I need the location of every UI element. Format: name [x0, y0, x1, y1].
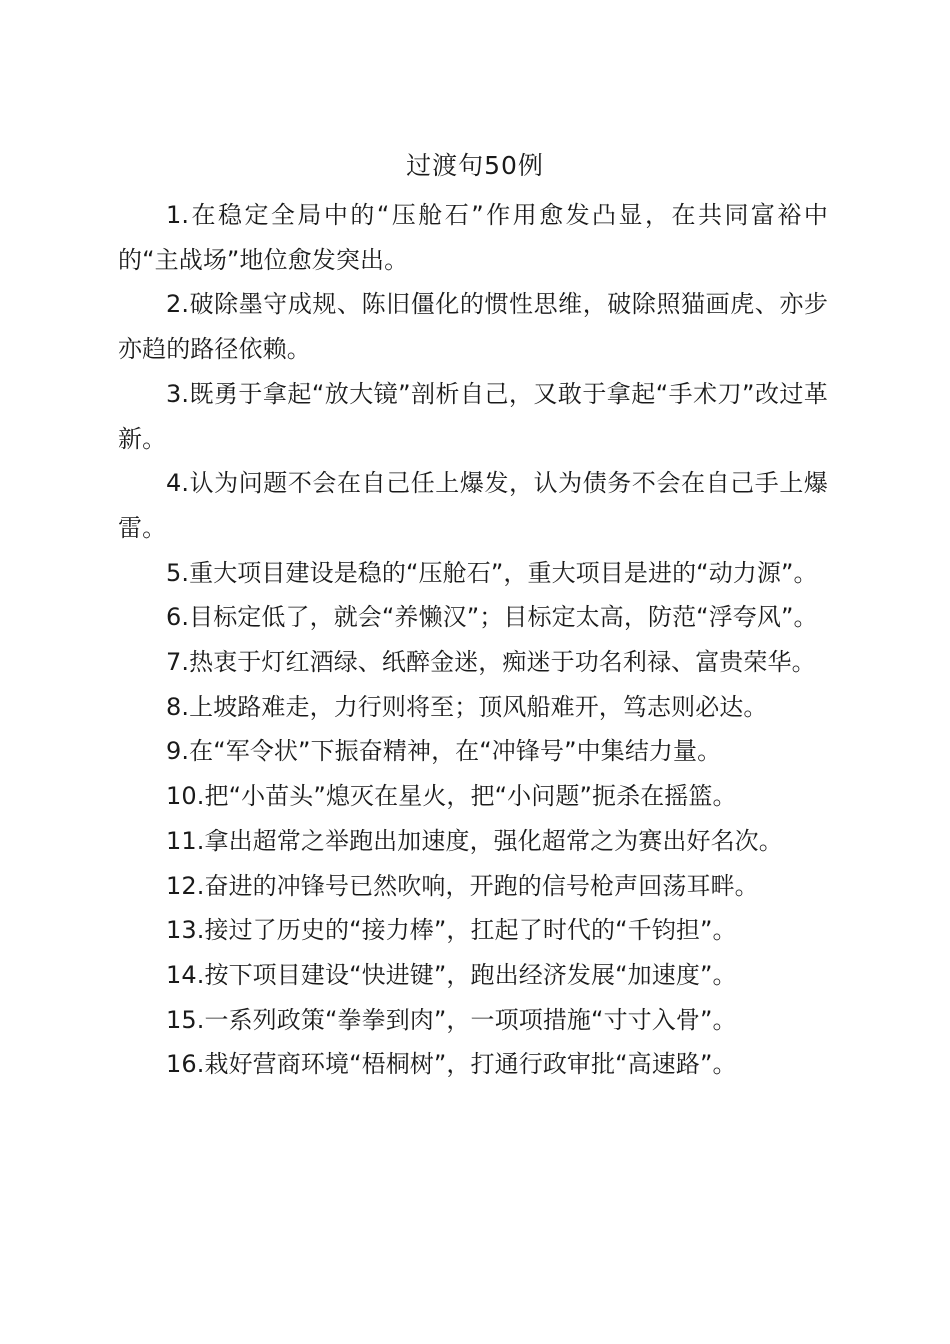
- paragraph-11: 11.拿出超常之举跑出加速度，强化超常之为赛出好名次。: [166, 826, 783, 855]
- document-body: [118, 193, 828, 1087]
- paragraph-10: 10.把“小苗头”熄灭在星火，把“小问题”扼杀在摇篮。: [166, 782, 737, 811]
- paragraph-16: 16.栽好营商环境“梧桐树”，打通行政审批“高速路”。: [166, 1050, 737, 1079]
- paragraph-1: 1.在稳定全局中的“压舱石”作用愈发凸显，在共同富裕中的“主战场”地位愈发突出。: [118, 201, 828, 274]
- document-title: 过渡句50例: [406, 151, 544, 180]
- paragraph-13: 13.接过了历史的“接力棒”，扛起了时代的“千钧担”。: [166, 916, 737, 945]
- paragraph-2: 2.破除墨守成规、陈旧僵化的惯性思维，破除照猫画虎、亦步亦趋的路径依赖。: [118, 290, 828, 364]
- paragraph-14: 14.按下项目建设“快进键”，跑出经济发展“加速度”。: [166, 960, 737, 989]
- paragraph-7: 7.热衷于灯红酒绿、纸醉金迷，痴迷于功名利禄、富贵荣华。: [166, 648, 816, 677]
- paragraph-4: 4.认为问题不会在自己任上爆发，认为债务不会在自己手上爆雷。: [118, 469, 828, 542]
- paragraph-3: 3.既勇于拿起“放大镜”剖析自己，又敢于拿起“手术刀”改过革新。: [118, 379, 828, 453]
- paragraph-15: 15.一系列政策“拳拳到肉”，一项项措施“寸寸入骨”。: [166, 1005, 737, 1034]
- paragraph-6: 6.目标定低了，就会“养懒汉”；目标定太高，防范“浮夸风”。: [166, 603, 818, 632]
- paragraph-5: 5.重大项目建设是稳的“压舱石”，重大项目是进的“动力源”。: [166, 558, 818, 587]
- paragraph-9: 9.在“军令状”下振奋精神，在“冲锋号”中集结力量。: [166, 737, 722, 766]
- paragraph-12: 12.奋进的冲锋号已然吹响，开跑的信号枪声回荡耳畔。: [166, 871, 759, 900]
- paragraph-8: 8.上坡路难走，力行则将至；顶风船难开，笃志则必达。: [166, 692, 768, 721]
